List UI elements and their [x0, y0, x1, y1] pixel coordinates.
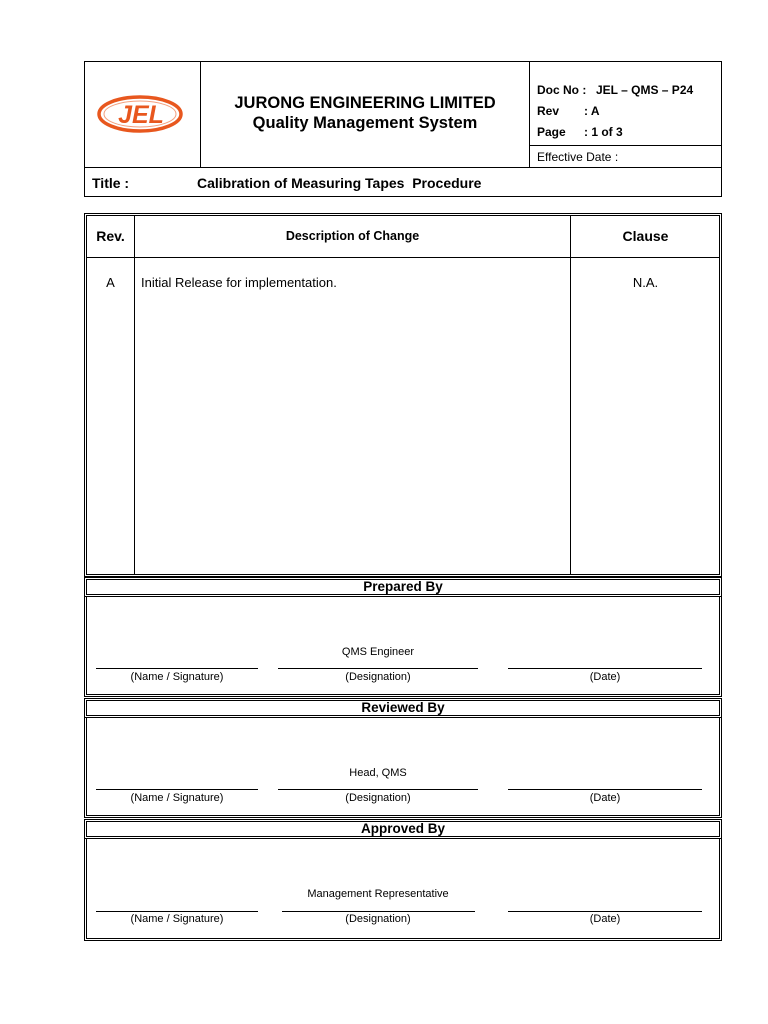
doc-no-label: Doc No : — [537, 83, 587, 97]
approved-designation-line — [282, 911, 475, 912]
svg-text:JEL: JEL — [118, 101, 164, 129]
approved-by-heading: Approved By — [84, 819, 722, 839]
prepared-designation-caption: (Designation) — [345, 671, 411, 683]
prepared-name-caption: (Name / Signature) — [130, 671, 224, 683]
prepared-date-caption: (Date) — [589, 671, 621, 683]
table-row-rev: A — [106, 275, 115, 290]
rev-col-divider — [134, 215, 135, 575]
table-row-clause: N.A. — [632, 275, 659, 290]
prepared-date-line — [508, 668, 702, 669]
effective-date-label: Effective Date : — [537, 150, 619, 164]
reviewed-date-caption: (Date) — [589, 792, 621, 804]
approved-date-caption: (Date) — [589, 913, 621, 925]
rev-header-divider — [86, 257, 720, 258]
effective-date-divider — [529, 145, 722, 146]
company-name: JURONG ENGINEERING LIMITED — [234, 94, 496, 112]
prepared-name-line — [96, 668, 258, 669]
jel-logo — [96, 90, 184, 138]
reviewed-date-line — [508, 789, 702, 790]
rev-label: Rev — [537, 104, 560, 118]
title-row-divider — [84, 167, 722, 168]
approved-designation-caption: (Designation) — [345, 913, 411, 925]
rev-value: : A — [584, 104, 600, 118]
clause-col-divider — [570, 215, 571, 575]
approved-date-line — [508, 911, 702, 912]
approved-name-caption: (Name / Signature) — [130, 913, 224, 925]
reviewed-designation: Head, QMS — [349, 767, 407, 779]
approved-designation: Management Representative — [307, 888, 449, 900]
approved-name-line — [96, 911, 258, 912]
reviewed-by-heading: Reviewed By — [84, 698, 722, 718]
title-label: Title : — [92, 175, 130, 191]
prepared-designation-line — [278, 668, 478, 669]
document-title: Calibration of Measuring Tapes Procedure — [197, 175, 482, 191]
page-label: Page — [537, 125, 566, 139]
page-value: : 1 of 3 — [584, 125, 623, 139]
rev-column-header: Rev. — [96, 228, 125, 244]
doc-no-value: JEL – QMS – P24 — [596, 83, 694, 97]
clause-column-header: Clause — [622, 228, 669, 244]
reviewed-designation-caption: (Designation) — [345, 792, 411, 804]
system-name: Quality Management System — [252, 114, 478, 132]
prepared-by-heading: Prepared By — [84, 577, 722, 597]
table-row-description: Initial Release for implementation. — [141, 275, 337, 290]
reviewed-name-caption: (Name / Signature) — [130, 792, 224, 804]
reviewed-name-line — [96, 789, 258, 790]
description-column-header: Description of Change — [285, 229, 420, 243]
prepared-designation: QMS Engineer — [341, 646, 415, 658]
reviewed-designation-line — [278, 789, 478, 790]
revision-table — [84, 213, 722, 577]
